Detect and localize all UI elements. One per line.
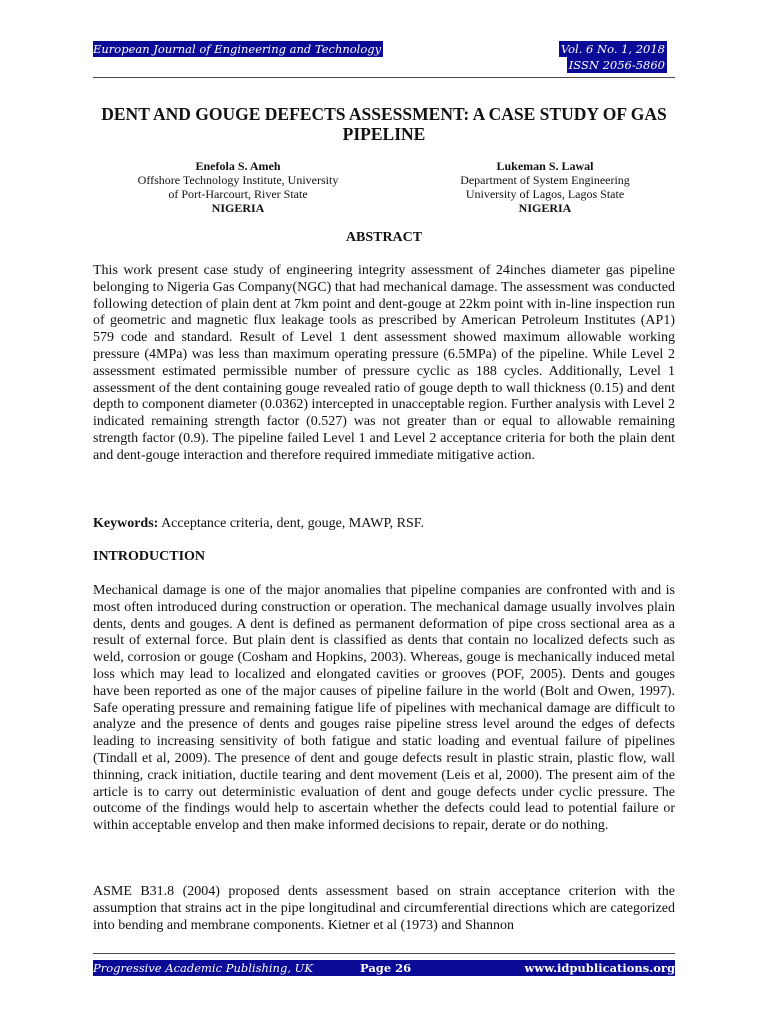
- author-affiliation: Offshore Technology Institute, University: [137, 173, 339, 187]
- paper-title: DENT AND GOUGE DEFECTS ASSESSMENT: A CASE STUDY OF GAS PIPELINE: [101, 104, 667, 144]
- author-block-1: [103, 159, 373, 215]
- introduction-heading: INTRODUCTION: [93, 549, 206, 564]
- keywords-text: Acceptance criteria, dent, gouge, MAWP, RSF.: [161, 516, 424, 531]
- abstract-paragraph: This work present case study of engineering integrity assessment of 24inches diameter gas pipeline belonging to Nigeria Gas Company(NGC) that had mechanical damage. The assessment was conducted following detection of plain dent at 7km point and dent-gouge at 22km point with in-line inspection run of geometric and magnetic flux leakage tools as prescribed by American Petroleum Institutes (AP1) 579 code and standard. Result of Level 1 dent assessment showed maximum allowable working pressure (4MPa) was less than maximum operating pressure (6.5MPa) of the pipeline. While Level 2 assessment estimated permissible number of pressure cyclic as 188 cycles. Additionally, Level 1 assessment of the dent containing gouge revealed ratio of gouge depth to wall thickness (0.15) and dent depth to component diameter (0.0362) intercepted in unacceptable region. Further analysis with Level 2 indicated remaining strength factor (0.527) was not greater than or equal to allowable remaining strength factor (0.9). The pipeline failed Level 1 and Level 2 acceptance criteria for both the plain dent and dent-gouge interaction and therefore required immediate mitigative action.: [93, 263, 675, 463]
- author-affiliation: of Port-Harcourt, River State: [168, 187, 308, 201]
- journal-name-banner: European Journal of Engineering and Technology: [93, 42, 382, 56]
- author-affiliation: Department of System Engineering: [460, 173, 630, 187]
- website-link[interactable]: www.idpublications.org: [524, 961, 675, 975]
- introduction-paragraph-2: ASME B31.8 (2004) proposed dents assessment based on strain acceptance criterion with the assumption that strains act in the pipe longitudinal and circumferential directions which are categorized into bending and membrane components. Kietner et al (1973) and Shannon: [93, 884, 675, 933]
- volume-info: Vol. 6 No. 1, 2018: [560, 42, 665, 56]
- issn-info: ISSN 2056-5860: [568, 58, 665, 72]
- keywords-label: Keywords:: [93, 516, 159, 531]
- author-block-2: [410, 159, 680, 215]
- footer-banner: [93, 960, 675, 976]
- footer-rule: [93, 953, 675, 954]
- author-country: NIGERIA: [211, 201, 265, 215]
- author-affiliation: University of Lagos, Lagos State: [465, 187, 625, 201]
- author-name: Lukeman S. Lawal: [496, 159, 594, 173]
- volume-issn-banner: [559, 41, 667, 73]
- page-number: Page 26: [360, 961, 412, 975]
- author-country: NIGERIA: [518, 201, 572, 215]
- header-rule: [93, 77, 675, 78]
- author-name: Enefola S. Ameh: [195, 159, 281, 173]
- abstract-heading: ABSTRACT: [345, 230, 423, 245]
- introduction-paragraph-1: Mechanical damage is one of the major anomalies that pipeline companies are confronted with and is most often introduced during construction or operation. The mechanical damage usually involves plain dents, dents and gouges. A dent is defined as permanent deformation of pipe cross sectional area as a result of external force. But plain dent is classified as dents that contain no localized defects such as weld, corrosion or gouge (Cosham and Hopkins, 2003). Whereas, gouge is mechanically induced metal loss which may lead to localized and elongated cavities or grooves (POF, 2005). Dents and gouges have been reported as one of the major causes of pipeline failure in the world (Bolt and Owen, 1997). Safe operating pressure and remaining fatigue life of pipelines with mechanical damage are difficult to analyze and the presence of dents and gouges raise pipeline stress level around the edges of defects leading to increasing sensitivity of both fatigue and static loading and eventual failure of pipelines (Tindall et al, 2009). The presence of dent and gouge defects result in plastic strain, plastic flow, wall thinning, crack initiation, ductile tearing and dent movement (Leis et al, 2000). The present aim of the article is to carry out deterministic evaluation of dent and gouge defects under cyclic pressure. The outcome of the findings would help to ascertain whether the defects could lead to potential failure or within acceptable envelop and then make informed decisions to repair, derate or do nothing.: [93, 583, 675, 834]
- keywords-line: [93, 516, 675, 533]
- publisher-name: Progressive Academic Publishing, UK: [93, 961, 313, 975]
